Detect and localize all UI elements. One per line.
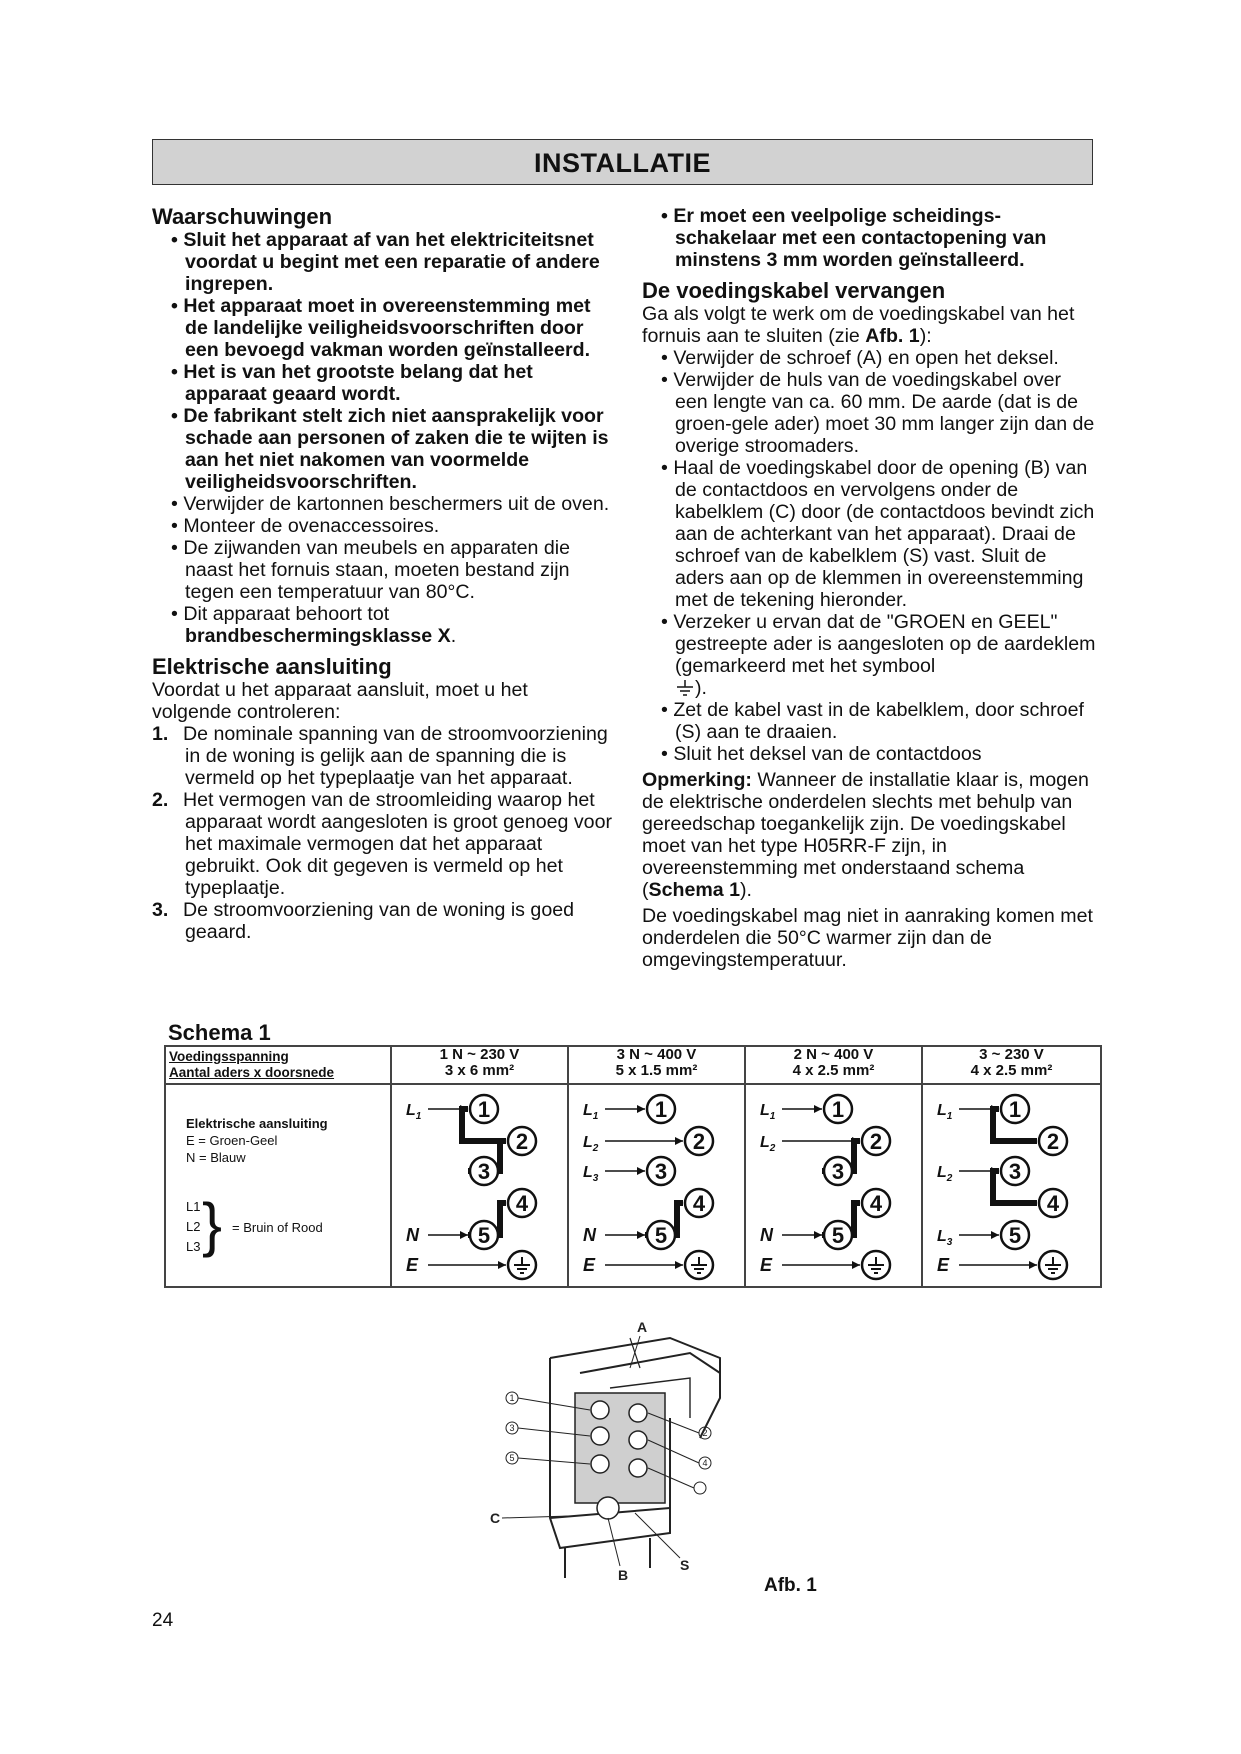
wire-label: E [760, 1255, 773, 1275]
schema-column-header: 1 N ~ 230 V 3 x 6 mm² [391, 1046, 568, 1084]
wire-arrow [637, 1167, 645, 1175]
wire-label: $L_1$ [583, 1102, 599, 1122]
wire-label: N [583, 1225, 596, 1245]
terminal-number: 1 [831, 1097, 845, 1122]
wire-label: $L_1$ [937, 1102, 953, 1122]
callout-3: 3 [509, 1423, 515, 1433]
schema-column-header: 3 N ~ 400 V 5 x 1.5 mm² [568, 1046, 745, 1084]
bullet-item: • Verwijder de huls van de voedingskabel over een lengte van ca. 60 mm. De aarde (dat is de groen-gele ader) moet 30 mm langer zijn dan de overige stroomaders. [661, 369, 1095, 457]
bullet-item: • Verwijder de kartonnen beschermers uit de oven. [171, 493, 610, 515]
schema-column-header: 3 ~ 230 V 4 x 2.5 mm² [922, 1046, 1101, 1084]
label-a: A [637, 1319, 648, 1335]
terminal-number: 4 [1046, 1191, 1060, 1216]
wire-label: $L_1$ [406, 1102, 422, 1122]
numbered-item: 3. De stroomvoorziening van de woning is goed geaard. [152, 899, 575, 943]
cable-heading: De voedingskabel vervangen [642, 278, 946, 303]
wire-arrow [852, 1261, 860, 1269]
terminal-number: 4 [869, 1191, 883, 1216]
bullet-item: • Zet de kabel vast in de kabelklem, door schroef (S) aan te draaien. [661, 699, 1084, 743]
terminal-number: 2 [692, 1129, 706, 1154]
terminal-number: 2 [869, 1129, 883, 1154]
wire-label: $L_3$ [937, 1228, 953, 1248]
terminal-number: 3 [654, 1159, 668, 1184]
wire-arrow [460, 1231, 468, 1239]
wire-arrow [1029, 1261, 1037, 1269]
bullet-item: • Verzeker u ervan dat de "GROEN en GEEL" gestreepte ader is aangesloten op de aardeklem (gemarkeerd met het symbool ). [661, 611, 1096, 699]
numbered-item: 2. Het vermogen van de stroomleiding waarop het apparaat wordt aangesloten is groot genoeg voor het maximale vermogen dat het apparaat gebruikt. Ook dit gegeven is vermeld op het typeplaatje. [152, 789, 613, 899]
warning-bullet: • Het apparaat moet in overeenstemming met de landelijke veiligheidsvoorschriften door een bevoegd vakman worden geïnstalleerd. [171, 295, 591, 361]
figure-caption: Afb. 1 [764, 1575, 817, 1596]
terminal-number: 3 [477, 1159, 491, 1184]
wiring-diagram-1 [391, 1084, 568, 1287]
switch-bullet: • Er moet een veelpolige scheidings-schakelaar met een contactopening van minstens 3 mm worden geïnstalleerd. [661, 205, 1047, 271]
wire-arrow [814, 1105, 822, 1113]
wire-arrow [675, 1261, 683, 1269]
wire-label: $L_3$ [583, 1164, 599, 1184]
wire-arrow [637, 1231, 645, 1239]
wire-arrow [814, 1231, 822, 1239]
wire-arrow [675, 1137, 683, 1145]
bullet-item: • Haal de voedingskabel door de opening (B) van de contactdoos en vervolgens onder de kabelklem (C) door (de contactdoos bevindt zich aan de achterkant van het apparaat). Draai de schroef van de kabelklem (S) vast. Sluit de aders aan op de klemmen in overeenstemming met de tekening hieronder. [661, 457, 1095, 611]
callout-4: 4 [702, 1458, 708, 1468]
callout-2: 2 [702, 1428, 708, 1438]
wire-label: $L_1$ [760, 1102, 776, 1122]
brace-icon: } [202, 1191, 223, 1258]
schema-legend: Elektrische aansluiting E = Groen-Geel N = Blauw L1 L2 L3 } = Bruin of Rood [165, 1084, 391, 1287]
wire-arrow [991, 1231, 999, 1239]
label-s: S [680, 1557, 690, 1573]
wiring-diagram-2 [568, 1084, 745, 1287]
right-column [642, 205, 1097, 971]
callout-1: 1 [509, 1393, 515, 1403]
electric-heading: Elektrische aansluiting [152, 654, 392, 679]
terminal-number: 1 [1008, 1097, 1022, 1122]
numbered-item: 1. De nominale spanning van de stroomvoorziening in de woning is gelijk aan de spanning die is vermeld op het typeplaatje van het apparaat. [152, 723, 608, 789]
terminal-number: 2 [1046, 1129, 1060, 1154]
wiring-diagram-3 [745, 1084, 922, 1287]
wire-label: $L_2$ [937, 1164, 953, 1184]
terminal-number: 5 [1008, 1223, 1022, 1248]
cable-intro: Ga als volgt te werk om de voedingskabel van het fornuis aan te sluiten (zie Afb. 1): [642, 303, 1075, 347]
schema-row-labels: Voedingsspanning Aantal aders x doorsnede [165, 1046, 391, 1084]
left-column [152, 205, 612, 943]
fire-class-bullet: • Dit apparaat behoort tot brandbeschermingsklasse X. [171, 603, 457, 647]
wire-label: N [406, 1225, 419, 1245]
bullet-item: • Sluit het deksel van de contactdoos [661, 743, 982, 765]
wire-label: $L_2$ [760, 1134, 776, 1154]
wire-label: E [406, 1255, 419, 1275]
earth-symbol-icon [675, 679, 695, 697]
warning-bullet: • Het is van het grootste belang dat het apparaat geaard wordt. [171, 361, 533, 405]
terminal-box-illustration [490, 1318, 740, 1588]
wire-label: E [583, 1255, 596, 1275]
terminal-number: 3 [831, 1159, 845, 1184]
wire-label: E [937, 1255, 950, 1275]
wiring-diagram-4 [922, 1084, 1101, 1287]
wire-label: $L_2$ [583, 1134, 599, 1154]
temperature-paragraph: De voedingskabel mag niet in aanraking komen met onderdelen die 50°C warmer zijn dan de omgevingstemperatuur. [642, 905, 1093, 971]
wire-arrow [498, 1261, 506, 1269]
warning-bullet: • De fabrikant stelt zich niet aansprakelijk voor schade aan personen of zaken die te wijten is aan het niet nakomen van voormelde veiligheidsvoorschriften. [171, 405, 609, 493]
terminal-number: 2 [515, 1129, 529, 1154]
wire-arrow [637, 1105, 645, 1113]
terminal-number: 1 [477, 1097, 491, 1122]
label-b: B [618, 1567, 629, 1583]
terminal-number: 5 [831, 1223, 845, 1248]
note-paragraph: Opmerking: Wanneer de installatie klaar is, mogen de elektrische onderdelen slechts met behulp van gereedschap toegankelijk zijn. De voedingskabel moet van het type H05RR-F zijn, in overeenstemming met onderstaand schema (Schema 1). [642, 769, 1089, 901]
terminal-number: 4 [515, 1191, 529, 1216]
warning-bullet: • Sluit het apparaat af van het elektriciteitsnet voordat u begint met een reparatie of andere ingrepen. [171, 229, 600, 295]
terminal-number: 5 [477, 1223, 491, 1248]
schema-column-header: 2 N ~ 400 V 4 x 2.5 mm² [745, 1046, 922, 1084]
schema-table [164, 1045, 1102, 1288]
callout-5: 5 [509, 1453, 515, 1463]
bullet-item: • Monteer de ovenaccessoires. [171, 515, 440, 537]
bullet-item: • Verwijder de schroef (A) en open het deksel. [661, 347, 1059, 369]
terminal-number: 4 [692, 1191, 706, 1216]
page-title: INSTALLATIE [152, 139, 1093, 185]
label-c: C [490, 1510, 501, 1526]
terminal-number: 5 [654, 1223, 668, 1248]
bullet-item: • De zijwanden van meubels en apparaten die naast het fornuis staan, moeten bestand zijn tegen een temperatuur van 80°C. [171, 537, 571, 603]
terminal-number: 3 [1008, 1159, 1022, 1184]
warnings-heading: Waarschuwingen [152, 204, 333, 229]
terminal-number: 1 [654, 1097, 668, 1122]
wire-label: N [760, 1225, 773, 1245]
electric-intro: Voordat u het apparaat aansluit, moet u het volgende controleren: [152, 679, 528, 723]
schema-title: Schema 1 [168, 1020, 271, 1045]
page-number: 24 [152, 1610, 174, 1631]
